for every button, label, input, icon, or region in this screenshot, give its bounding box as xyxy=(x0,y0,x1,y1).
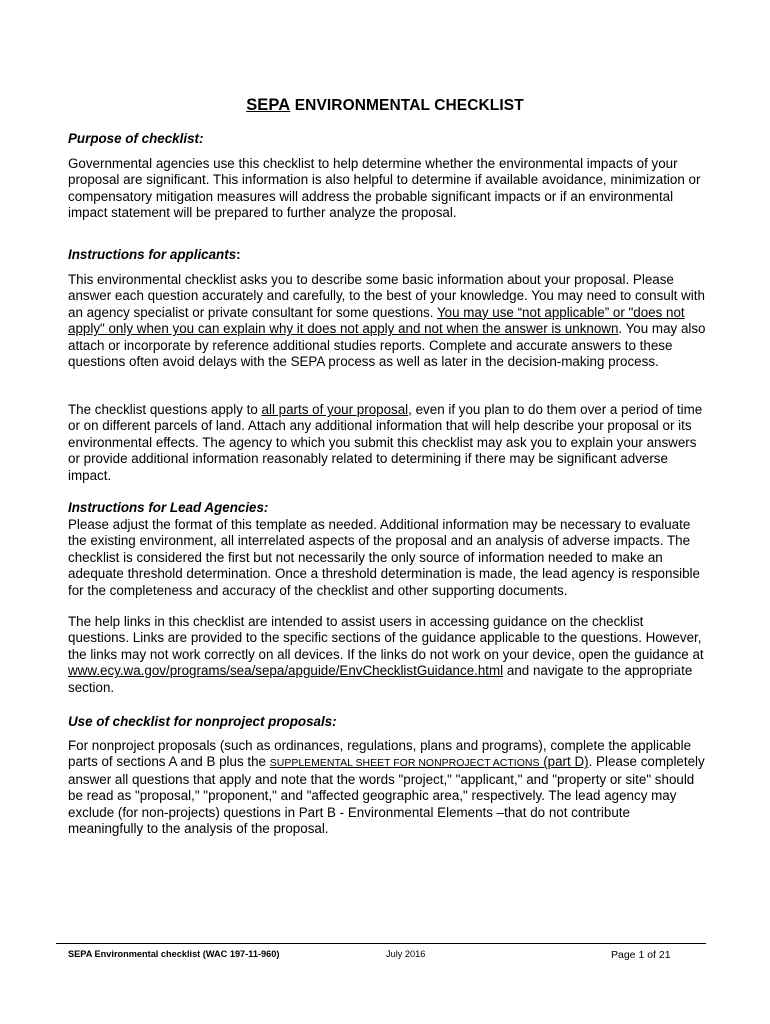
applicants-heading-colon: : xyxy=(236,247,241,262)
lead-agencies-heading: Instructions for Lead Agencies: xyxy=(68,500,269,515)
purpose-heading: Purpose of checklist: xyxy=(68,131,204,146)
page-title xyxy=(0,96,770,115)
applicants-paragraph-1 xyxy=(68,272,708,370)
nonproject-p-b: . Please completely answer all questions that apply and note that the words "project," "applicant," and "property or site" should be read as "proposal," "proponent," and "affected geographic area," respectively. The lead agency may exclude (for non-projects) questions in Part B - Environmental Elements –that do not contribute meaningfully to the analysis of the proposal. xyxy=(68,754,705,837)
guidance-link[interactable]: www.ecy.wa.gov/programs/sea/sepa/apguide/EnvChecklistGuidance.html xyxy=(68,663,504,679)
supplemental-sheet-link[interactable]: SUPPLEMENTAL SHEET FOR NONPROJECT ACTIONS xyxy=(269,757,540,770)
title-sepa: SEPA xyxy=(246,96,291,114)
applicants-paragraph-2 xyxy=(68,402,708,484)
footer-divider xyxy=(56,943,706,944)
applicants-heading xyxy=(68,247,241,262)
applicants-p2-underlined: all parts of your proposal xyxy=(261,402,409,417)
title-rest: ENVIRONMENTAL CHECKLIST xyxy=(290,97,524,114)
applicants-p1-b: . You may also attach or incorporate by reference additional studies reports. Complete and accurate answers to these questions often avoid delays with the SEPA process as well as later in the decision-making process. xyxy=(68,321,706,370)
applicants-heading-text: Instructions for applicants xyxy=(68,247,237,262)
applicants-p1-a: This environmental checklist asks you to describe some basic information about your proposal. Please answer each question accurately and carefully, to the best of your knowledge. You may need to consult with an agency specialist or private consultant for some questions. xyxy=(68,272,705,320)
footer-date: July 2016 xyxy=(386,949,426,959)
purpose-paragraph xyxy=(68,156,708,222)
lead-agencies-p2-b: and navigate to the appropriate section. xyxy=(68,663,693,695)
applicants-p2-b: , even if you plan to do them over a period of time or on different parcels of land. Attach any additional information that will help describe your proposal or its environmental effects. The agency to which you submit this checklist may ask you to explain your answers or provide additional information reasonably related to determining if there may be significant adverse impact. xyxy=(68,402,703,483)
nonproject-paragraph xyxy=(68,738,708,837)
lead-agencies-p1: Please adjust the format of this template as needed. Additional information may be necessary to evaluate the existing environment, all interrelated aspects of the proposal and an analysis of adverse impacts. The checklist is considered the first but not necessarily the only source of information needed to make an adequate threshold determination. Once a threshold determination is made, the lead agency is responsible for the completeness and accuracy of the checklist and other supporting documents. xyxy=(68,517,700,598)
footer-document-name: SEPA Environmental checklist (WAC 197-11-960) xyxy=(68,949,280,959)
nonproject-p-a: For nonproject proposals (such as ordinances, regulations, plans and programs), complete the applicable parts of sections A and B plus the xyxy=(68,738,692,770)
applicants-p1-underlined: You may use “not applicable” or "does not apply" only when you can explain why it does not apply and not when the answer is unknown xyxy=(68,304,685,337)
purpose-body: Governmental agencies use this checklist to help determine whether the environmental impacts of your proposal are significant. This information is also helpful to determine if available avoidance, minimization or compensatory mitigation measures will address the probable significant impacts or if an environmental impact statement will be prepared to further analyze the proposal. xyxy=(68,156,701,221)
lead-agencies-paragraph-2 xyxy=(68,614,708,696)
nonproject-part-d: (part D) xyxy=(539,754,589,770)
lead-agencies-paragraph-1 xyxy=(68,517,708,599)
footer-page-number: Page 1 of 21 xyxy=(611,949,671,961)
nonproject-heading: Use of checklist for nonproject proposals: xyxy=(68,714,337,729)
lead-agencies-p2-a: The help links in this checklist are intended to assist users in accessing guidance on the checklist questions. Links are provided to the specific sections of the guidance applicable to the questions. However, the links may not work correctly on all devices. If the links do not work on your device, open the guidance at xyxy=(68,614,704,662)
applicants-p2-a: The checklist questions apply to xyxy=(68,402,262,417)
